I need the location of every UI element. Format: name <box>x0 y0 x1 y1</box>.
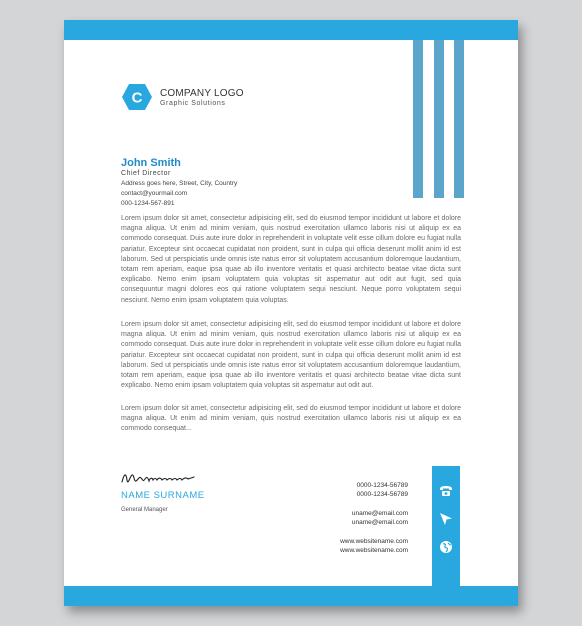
contact-email: uname@email.com <box>351 518 408 526</box>
signatory-name: NAME SURNAME <box>121 490 205 501</box>
contact-email: uname@email.com <box>351 510 408 517</box>
contact-icon-strip <box>432 466 460 586</box>
decorative-stripe <box>454 40 464 198</box>
contact-website: www.websitename.com <box>340 538 408 545</box>
contact-website: www.websitename.com <box>340 546 408 554</box>
body-paragraph: Lorem ipsum dolor sit amet, consectetur adipisicing elit, sed do eiusmod tempor incididunt ut labore et dolore magna aliqua. Ut enim ad minim veniam, quis nostrud exercitation ullamco laboris nisi ut aliquip ex ea commodo consequat. Duis aute irure dolor in reprehenderit in voluptate velit esse cillum dolore eu fugiat nulla pariatur. Excepteur sint occaecat cupidatat non proident, sunt in culpa qui officia deserunt mollit anim id est laborum. Sed ut perspiciatis unde omnis iste natus error sit voluptatem accusantium doloremque laudantium, totam rem aperiam, eaque ipsa quae ab illo inventore veritatis et quasi architecto beatae vitae dicta sunt explicabo. Nemo enim ipsam voluptatem quia voluptas sit aspernatur aut odit aut fugit, sed quia consequuntur magni dolores eos qui ratione voluptatem sequi nesciunt. Neque porro voluptatem sequi nesciunt. Nemo enim ipsam voluptatem quia voluptas. <box>121 215 461 304</box>
top-accent-band <box>64 20 518 40</box>
sender-address: Address goes here, Street, City, Country <box>121 180 238 187</box>
decorative-stripe <box>413 40 423 198</box>
handwritten-signature <box>119 466 203 492</box>
body-paragraph: Lorem ipsum dolor sit amet, consectetur adipisicing elit, sed do eiusmod tempor incididunt ut labore et dolore magna aliqua. Ut enim ad minim veniam, quis nostrud exercitation ullamco laboris nisi ut aliquip ex ea commodo consequat. Duis aute irure dolor in reprehenderit in voluptate velit esse cillum dolore eu fugiat nulla pariatur. Excepteur sint occaecat cupidatat non proident, sunt in culpa qui officia deserunt mollit anim id est laborum. Sed ut perspiciatis unde omnis iste natus error sit voluptatem accusantium doloremque laudantium, totam rem aperiam, eaque ipsa quae ab illo inventore veritatis et quasi architecto beatae vitae dicta sunt explicabo. Nemo enim ipsam voluptatem quia voluptas sit aspernatur aut odit aut. <box>121 321 461 390</box>
sender-name: John Smith <box>121 157 181 169</box>
company-tagline: Graphic Solutions <box>160 100 226 107</box>
sender-title: Chief Director <box>121 170 171 177</box>
decorative-stripe <box>434 40 444 198</box>
body-paragraph: Lorem ipsum dolor sit amet, consectetur adipisicing elit, sed do eiusmod tempor incididunt ut labore et dolore magna aliqua. Ut enim ad minim veniam, quis nostrud exercitation ullamco laboris nisi ut aliquip ex ea commodo consequat... <box>121 405 461 433</box>
sender-email: contact@yourmail.com <box>121 190 188 197</box>
contact-phone: 0000-1234-56789 <box>356 490 408 498</box>
bottom-accent-band <box>64 586 518 606</box>
logo-letter: C <box>131 89 143 107</box>
company-logo-name: COMPANY LOGO <box>160 88 244 99</box>
company-logo-hexagon-icon <box>121 83 153 111</box>
signatory-role: General Manager <box>121 507 168 513</box>
contact-phone: 0000-1234-56789 <box>356 482 408 489</box>
phone-icon <box>439 484 453 498</box>
sender-phone: 000-1234-567-891 <box>121 200 175 207</box>
letterhead-page <box>64 20 518 606</box>
send-icon <box>439 512 453 526</box>
contact-websites <box>340 538 408 555</box>
globe-icon <box>439 540 453 554</box>
contact-phones <box>357 482 408 499</box>
contact-emails <box>352 510 408 527</box>
